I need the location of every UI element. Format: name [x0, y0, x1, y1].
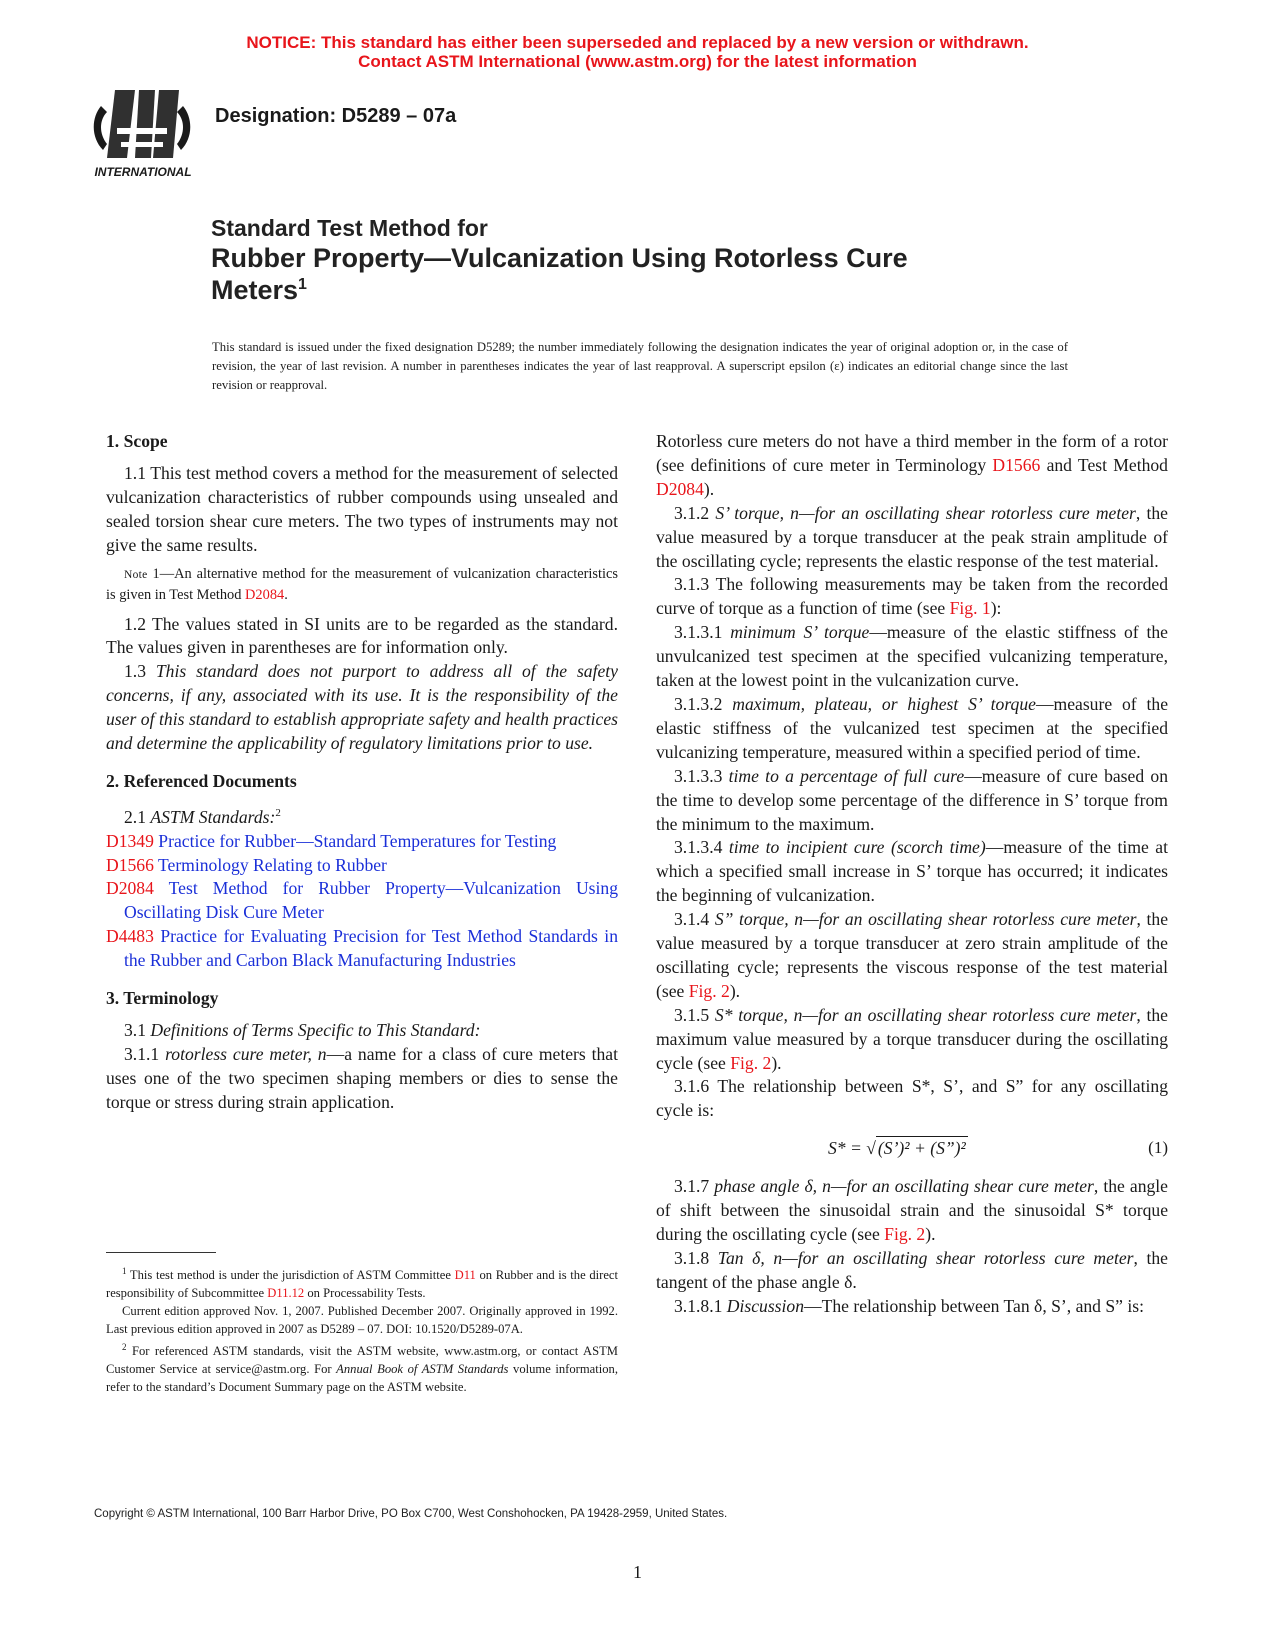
- paragraph-3-1-3-4: 3.1.3.4 time to incipient cure (scorch time)—measure of the time at which a specified small increase in S’ torque has occurred; it indicates the beginning of vulcanization.: [656, 837, 1168, 906]
- note-1: Note 1—An alternative method for the measurement of vulcanization characteristics is given in Test Method D2084.: [106, 565, 618, 603]
- astm-logo-icon: [87, 88, 199, 184]
- footnotes: [106, 1262, 618, 1396]
- astm-logo: [87, 88, 199, 184]
- designation: Designation: D5289 – 07a: [215, 105, 457, 127]
- paragraph-3-1-3: 3.1.3 The following measurements may be taken from the recorded curve of torque as a function of time (see Fig. 1):: [656, 574, 1168, 619]
- document-title: [211, 214, 1031, 306]
- paragraph-1-3: 1.3 This standard does not purport to address all of the safety concerns, if any, associated with its use. It is the responsibility of the user of this standard to establish appropriate safety and health practices and determine the applicability of regulatory limitations prior to use.: [106, 661, 618, 754]
- paragraph-3-1-3-2: 3.1.3.2 maximum, plateau, or highest S’ torque—measure of the elastic stiffness of the vulcanized test specimen at the specified vulcanizing temperature, measured within a specified period of time.: [656, 693, 1168, 762]
- equation-1: [656, 1131, 1168, 1165]
- note-ref-link[interactable]: D2084: [245, 586, 285, 603]
- title-footnote-ref: 1: [298, 276, 307, 293]
- right-column: [656, 430, 1168, 1319]
- footnote-1: $^1$ This test method is under the jurisdiction of ASTM Committee D11 on Rubber and is the direct responsibility of Subcommittee D11.12 on Processability Tests.: [106, 1266, 618, 1301]
- paragraph-3-1: 3.1 Definitions of Terms Specific to This Standard:: [124, 1019, 481, 1040]
- reference-d1349[interactable]: D1349 Practice for Rubber—Standard Temperatures for Testing: [106, 830, 557, 851]
- equation-body: S* = √ (S’)² + (S”)²: [828, 1136, 968, 1161]
- paragraph-3-1-1-continued: Rotorless cure meters do not have a third member in the form of a rotor (see definitions of cure meter in Terminology D1566 and Test Method D2084).: [656, 431, 1168, 499]
- fig-1-link[interactable]: Fig. 1: [949, 598, 991, 619]
- fig-2-link[interactable]: Fig. 2: [730, 1052, 772, 1073]
- section-heading-scope: 1. Scope: [106, 431, 168, 451]
- paragraph-1-1: 1.1 This test method covers a method for the measurement of selected vulcanization characteristics of rubber compounds using unsealed and sealed torsion shear cure meters. The two types of instruments may not give the same results.: [106, 462, 618, 555]
- paragraph-3-1-4: 3.1.4 S” torque, n—for an oscillating shear rotorless cure meter, the value measured by a torque transducer at zero strain amplitude of the oscillating cycle; represents the viscous response of the test material (see Fig. 2).: [656, 909, 1169, 1001]
- paragraph-3-1-1: 3.1.1 rotorless cure meter, n—a name for a class of cure meters that uses one of the two specimen shaping members or dies to sense the torque or stress during strain application.: [106, 1043, 618, 1112]
- notice-line-2: Contact ASTM International (www.astm.org) for the latest information: [358, 52, 917, 71]
- reference-d1566[interactable]: D1566 Terminology Relating to Rubber: [106, 854, 387, 875]
- title-line-2: Rubber Property—Vulcanization Using Rotorless Cure: [211, 243, 908, 273]
- copyright-line: Copyright © ASTM International, 100 Barr Harbor Drive, PO Box C700, West Conshohocken, PA 19428-2959, United States.: [94, 1508, 728, 1520]
- left-column: [106, 430, 618, 1115]
- subcommittee-link[interactable]: D11.12: [267, 1286, 305, 1301]
- title-line-1: Standard Test Method for: [211, 215, 488, 241]
- paragraph-3-1-7: 3.1.7 phase angle δ, n—for an oscillating shear cure meter, the angle of shift between the sinusoidal strain and the sinusoidal S* torque during the oscillating cycle (see Fig. 2).: [656, 1176, 1168, 1245]
- page-number: 1: [633, 1562, 642, 1582]
- paragraph-3-1-3-3: 3.1.3.3 time to a percentage of full cure—measure of cure based on the time to develop some percentage of the difference in S’ torque from the minimum to the maximum.: [656, 765, 1168, 834]
- section-heading-referenced: 2. Referenced Documents: [106, 770, 297, 791]
- paragraph-3-1-3-1: 3.1.3.1 minimum S’ torque—measure of the elastic stiffness of the unvulcanized test specimen at the specified vulcanizing temperature, taken at the lowest point in the vulcanization curve.: [656, 622, 1168, 691]
- logo-wordmark: INTERNATIONAL: [94, 165, 192, 179]
- committee-link[interactable]: D11: [454, 1268, 476, 1283]
- title-line-3: Meters$^1$: [211, 275, 307, 305]
- footnote-divider: [106, 1252, 216, 1253]
- reference-d4483[interactable]: D4483 Practice for Evaluating Precision for Test Method Standards in the Rubber and Carbon Black Manufacturing Industries: [106, 926, 618, 971]
- paragraph-3-1-6: 3.1.6 The relationship between S*, S’, and S” for any oscillating cycle is:: [656, 1076, 1168, 1121]
- footnote-1-edition: Current edition approved Nov. 1, 2007. Published December 2007. Originally approved in 1992. Last previous edition approved in 2007 as D5289 – 07. DOI: 10.1520/D5289-07A.: [106, 1304, 618, 1337]
- reference-d2084[interactable]: D2084 Test Method for Rubber Property—Vulcanization Using Oscillating Disk Cure Meter: [106, 878, 618, 923]
- issuance-statement: This standard is issued under the fixed designation D5289; the number immediately following the designation indicates the year of original adoption or, in the case of revision, the year of last revision. A number in parentheses indicates the year of last reapproval. A superscript epsilon (ε) indicates an editorial change since the last revision or reapproval.: [212, 340, 1068, 392]
- equation-number: (1): [1148, 1138, 1168, 1158]
- fig-2-link[interactable]: Fig. 2: [688, 980, 730, 1001]
- paragraph-3-1-8-1: 3.1.8.1 Discussion—The relationship between Tan δ, S’, and S” is:: [674, 1295, 1144, 1316]
- paragraph-2-1: 2.1 ASTM Standards:$^2$: [124, 806, 281, 827]
- paragraph-3-1-2: 3.1.2 S’ torque, n—for an oscillating shear rotorless cure meter, the value measured by a torque transducer at the peak strain amplitude of the oscillating cycle; represents the elastic response of the test material.: [656, 502, 1168, 571]
- paragraph-3-1-8: 3.1.8 Tan δ, n—for an oscillating shear rotorless cure meter, the tangent of the phase angle δ.: [656, 1248, 1168, 1292]
- fig-2-link[interactable]: Fig. 2: [884, 1224, 926, 1245]
- ref-link-d1566[interactable]: D1566: [992, 454, 1041, 475]
- footnote-2: $^2$ For referenced ASTM standards, visit the ASTM website, www.astm.org, or contact ASTM Customer Service at service@astm.org. For Annual Book of ASTM Standards volume information, refer to the standard’s Document Summary page on the ASTM website.: [106, 1342, 618, 1395]
- superseded-notice: [0, 33, 1275, 71]
- paragraph-3-1-5: 3.1.5 S* torque, n—for an oscillating shear rotorless cure meter, the maximum value measured by a torque transducer during the oscillating cycle (see Fig. 2).: [656, 1004, 1168, 1073]
- notice-line-1: NOTICE: This standard has either been superseded and replaced by a new version or withdrawn.: [246, 33, 1029, 52]
- paragraph-1-2: 1.2 The values stated in SI units are to be regarded as the standard. The values given in parentheses are for information only.: [106, 613, 618, 658]
- section-heading-terminology: 3. Terminology: [106, 988, 219, 1009]
- ref-link-d2084[interactable]: D2084: [656, 478, 704, 499]
